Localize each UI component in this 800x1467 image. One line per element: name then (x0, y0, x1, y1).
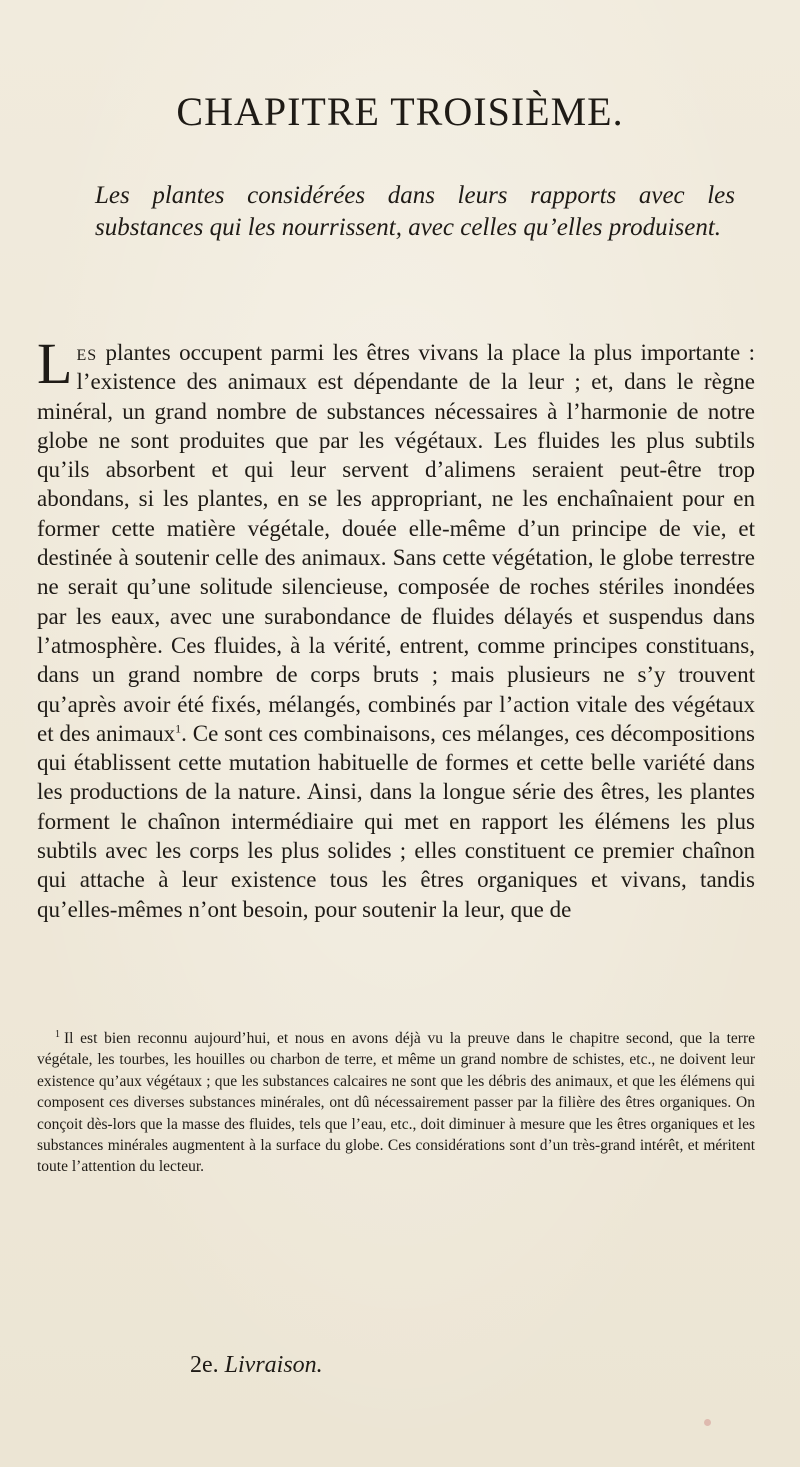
chapter-subtitle: Les plantes considérées dans leurs rapports avec les substances qui les nourrissent, avec celles qu’elles produisent. (95, 182, 735, 241)
printer-signature (190, 1352, 323, 1379)
body-text-part-2: . Ce sont ces combinaisons, ces mélanges, ces décompositions qui établissent cette mutation habituelle de formes et cette belle variété dans les productions de la nature. Ainsi, dans la longue série des êtres, les plantes forment le chaînon intermédiaire qui met en rapport les élémens les plus subtils avec les corps les plus solides ; elles constituent ce premier chaînon qui attache à leur existence tous les êtres organiques et vivans, tandis qu’elles-mêmes n’ont besoin, pour soutenir la leur, que de (37, 720, 755, 922)
body-paragraph (37, 331, 755, 924)
drop-cap: L (37, 331, 73, 396)
signature-number: 2e. (190, 1352, 219, 1378)
chapter-title: CHAPITRE TROISIÈME. (176, 89, 624, 134)
footnote-reference[interactable]: 1 (175, 721, 182, 736)
footnote-text: Il est bien reconnu aujourd’hui, et nous en avons déjà vu la preuve dans le chapitre second, que la terre végétale, les tourbes, les houilles ou charbon de terre, et même un grand nombre de schistes, etc., ne doivent leur existence qu’aux végétaux ; que les substances calcaires ne sont que les débris des animaux, et que les élémens qui composent ces diverses substances minérales, ont dû nécessairement passer par la filière des êtres organiques. On conçoit dès-lors que la masse des fluides, tels que l’eau, etc., doit diminuer à mesure que les êtres organiques et les substances minérales augmentent à la surface du globe. Ces considérations sont d’un très-grand intérêt, et méritent toute l’attention du lecteur. (37, 1030, 755, 1176)
footnote-mark: 1 (55, 1028, 60, 1040)
footnote (37, 1028, 755, 1178)
ink-spot (704, 1419, 711, 1426)
body-text-part-1: plantes occupent parmi les êtres vivans la place la plus importante : l’existence des animaux est dépendante de la leur ; et, dans le règne minéral, un grand nombre de substances nécessaires à l’harmonie de notre globe ne sont produites que par les végétaux. Les fluides les plus subtils qu’ils absorbent et qui leur servent d’alimens seraient peut-être trop abondans, si les plantes, en se les appropriant, ne les enchaînaient pour en former cette matière végétale, douée elle-même d’un principe de vie, et destinée à soutenir celle des animaux. Sans cette végétation, le globe terrestre ne serait qu’une solitude silencieuse, composée de roches stériles inondées par les eaux, avec une surabondance de fluides délayés et suspendus dans l’atmosphère. Ces fluides, à la vérité, entrent, comme principes constituans, dans un grand nombre de corps bruts ; mais plusieurs ne s’y trouvent qu’après avoir été fixés, mélangés, combinés par l’action vitale des végétaux et des animaux (37, 340, 755, 746)
signature-label: Livraison. (224, 1352, 323, 1378)
lead-in: es (76, 340, 98, 365)
